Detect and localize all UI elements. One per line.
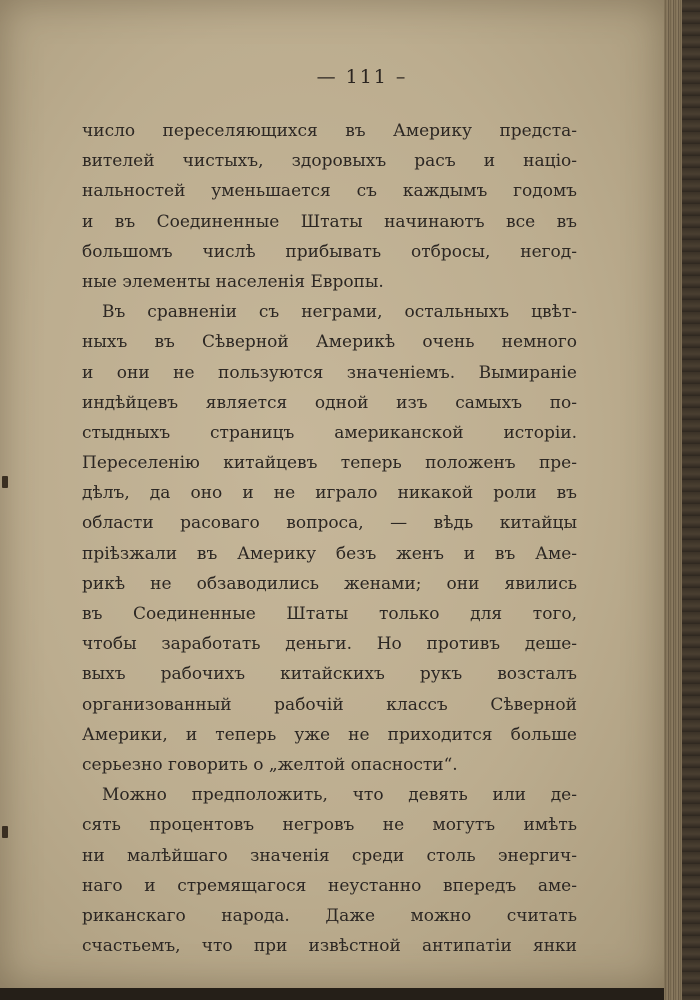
margin-mark — [2, 826, 8, 838]
page-number: — 111 – — [316, 66, 408, 88]
body-text — [82, 116, 577, 961]
text-line: Переселенію китайцевъ теперь положенъ пре- — [82, 453, 577, 474]
text-line: выхъ рабочихъ китайскихъ рукъ возсталъ — [82, 664, 577, 685]
paragraph-start-line: Можно предположить, что девять или де- — [102, 785, 577, 806]
text-line: индѣйцевъ является одной изъ самыхъ по- — [82, 392, 577, 413]
text-line: нальностей уменьшается съ каждымъ годомъ — [82, 181, 577, 202]
text-line: организованный рабочій классъ Сѣверной — [82, 694, 577, 715]
text-line: ные элементы населенія Европы. — [82, 271, 384, 292]
text-line: число переселяющихся въ Америку предста- — [82, 121, 577, 141]
text-line: Америки, и теперь уже не приходится больше — [82, 724, 577, 745]
text-line: стыдныхъ страницъ американской исторіи. — [82, 422, 577, 443]
text-line: пріѣзжали въ Америку безъ женъ и въ Аме- — [82, 543, 577, 564]
text-line: наго и стремящагося неустанно впередъ аме- — [82, 875, 577, 896]
text-line: въ Соединенные Штаты только для того, — [82, 604, 577, 624]
book-cover-edge — [682, 0, 700, 1000]
text-line: рикѣ не обзаводились женами; они явились — [82, 573, 577, 594]
paragraph-start-line: Въ сравненіи съ неграми, остальныхъ цвѣт- — [102, 302, 577, 323]
text-line: ныхъ въ Сѣверной Америкѣ очень немного — [82, 332, 577, 353]
text-line: сять процентовъ негровъ не могутъ имѣть — [82, 815, 577, 836]
text-line: и въ Соединенные Штаты начинаютъ все въ — [82, 211, 577, 232]
text-line: области расоваго вопроса, — вѣдь китайцы — [82, 513, 577, 534]
text-line: и они не пользуются значеніемъ. Вымираніе — [82, 362, 577, 383]
text-line: ни малѣйшаго значенія среди столь энергич- — [82, 845, 577, 866]
text-line: серьезно говорить о „желтой опасности“. — [82, 754, 458, 775]
text-line: большомъ числѣ прибывать отбросы, негод- — [82, 241, 577, 262]
text-line: дѣлъ, да оно и не играло никакой роли въ — [82, 483, 577, 504]
text-line: счастьемъ, что при извѣстной антипатіи янки — [82, 936, 577, 957]
text-line: вителей чистыхъ, здоровыхъ расъ и націо- — [82, 151, 577, 172]
text-line: чтобы заработать деньги. Но противъ деше- — [82, 634, 577, 655]
margin-mark — [2, 476, 8, 488]
text-line: риканскаго народа. Даже можно считать — [82, 905, 577, 926]
